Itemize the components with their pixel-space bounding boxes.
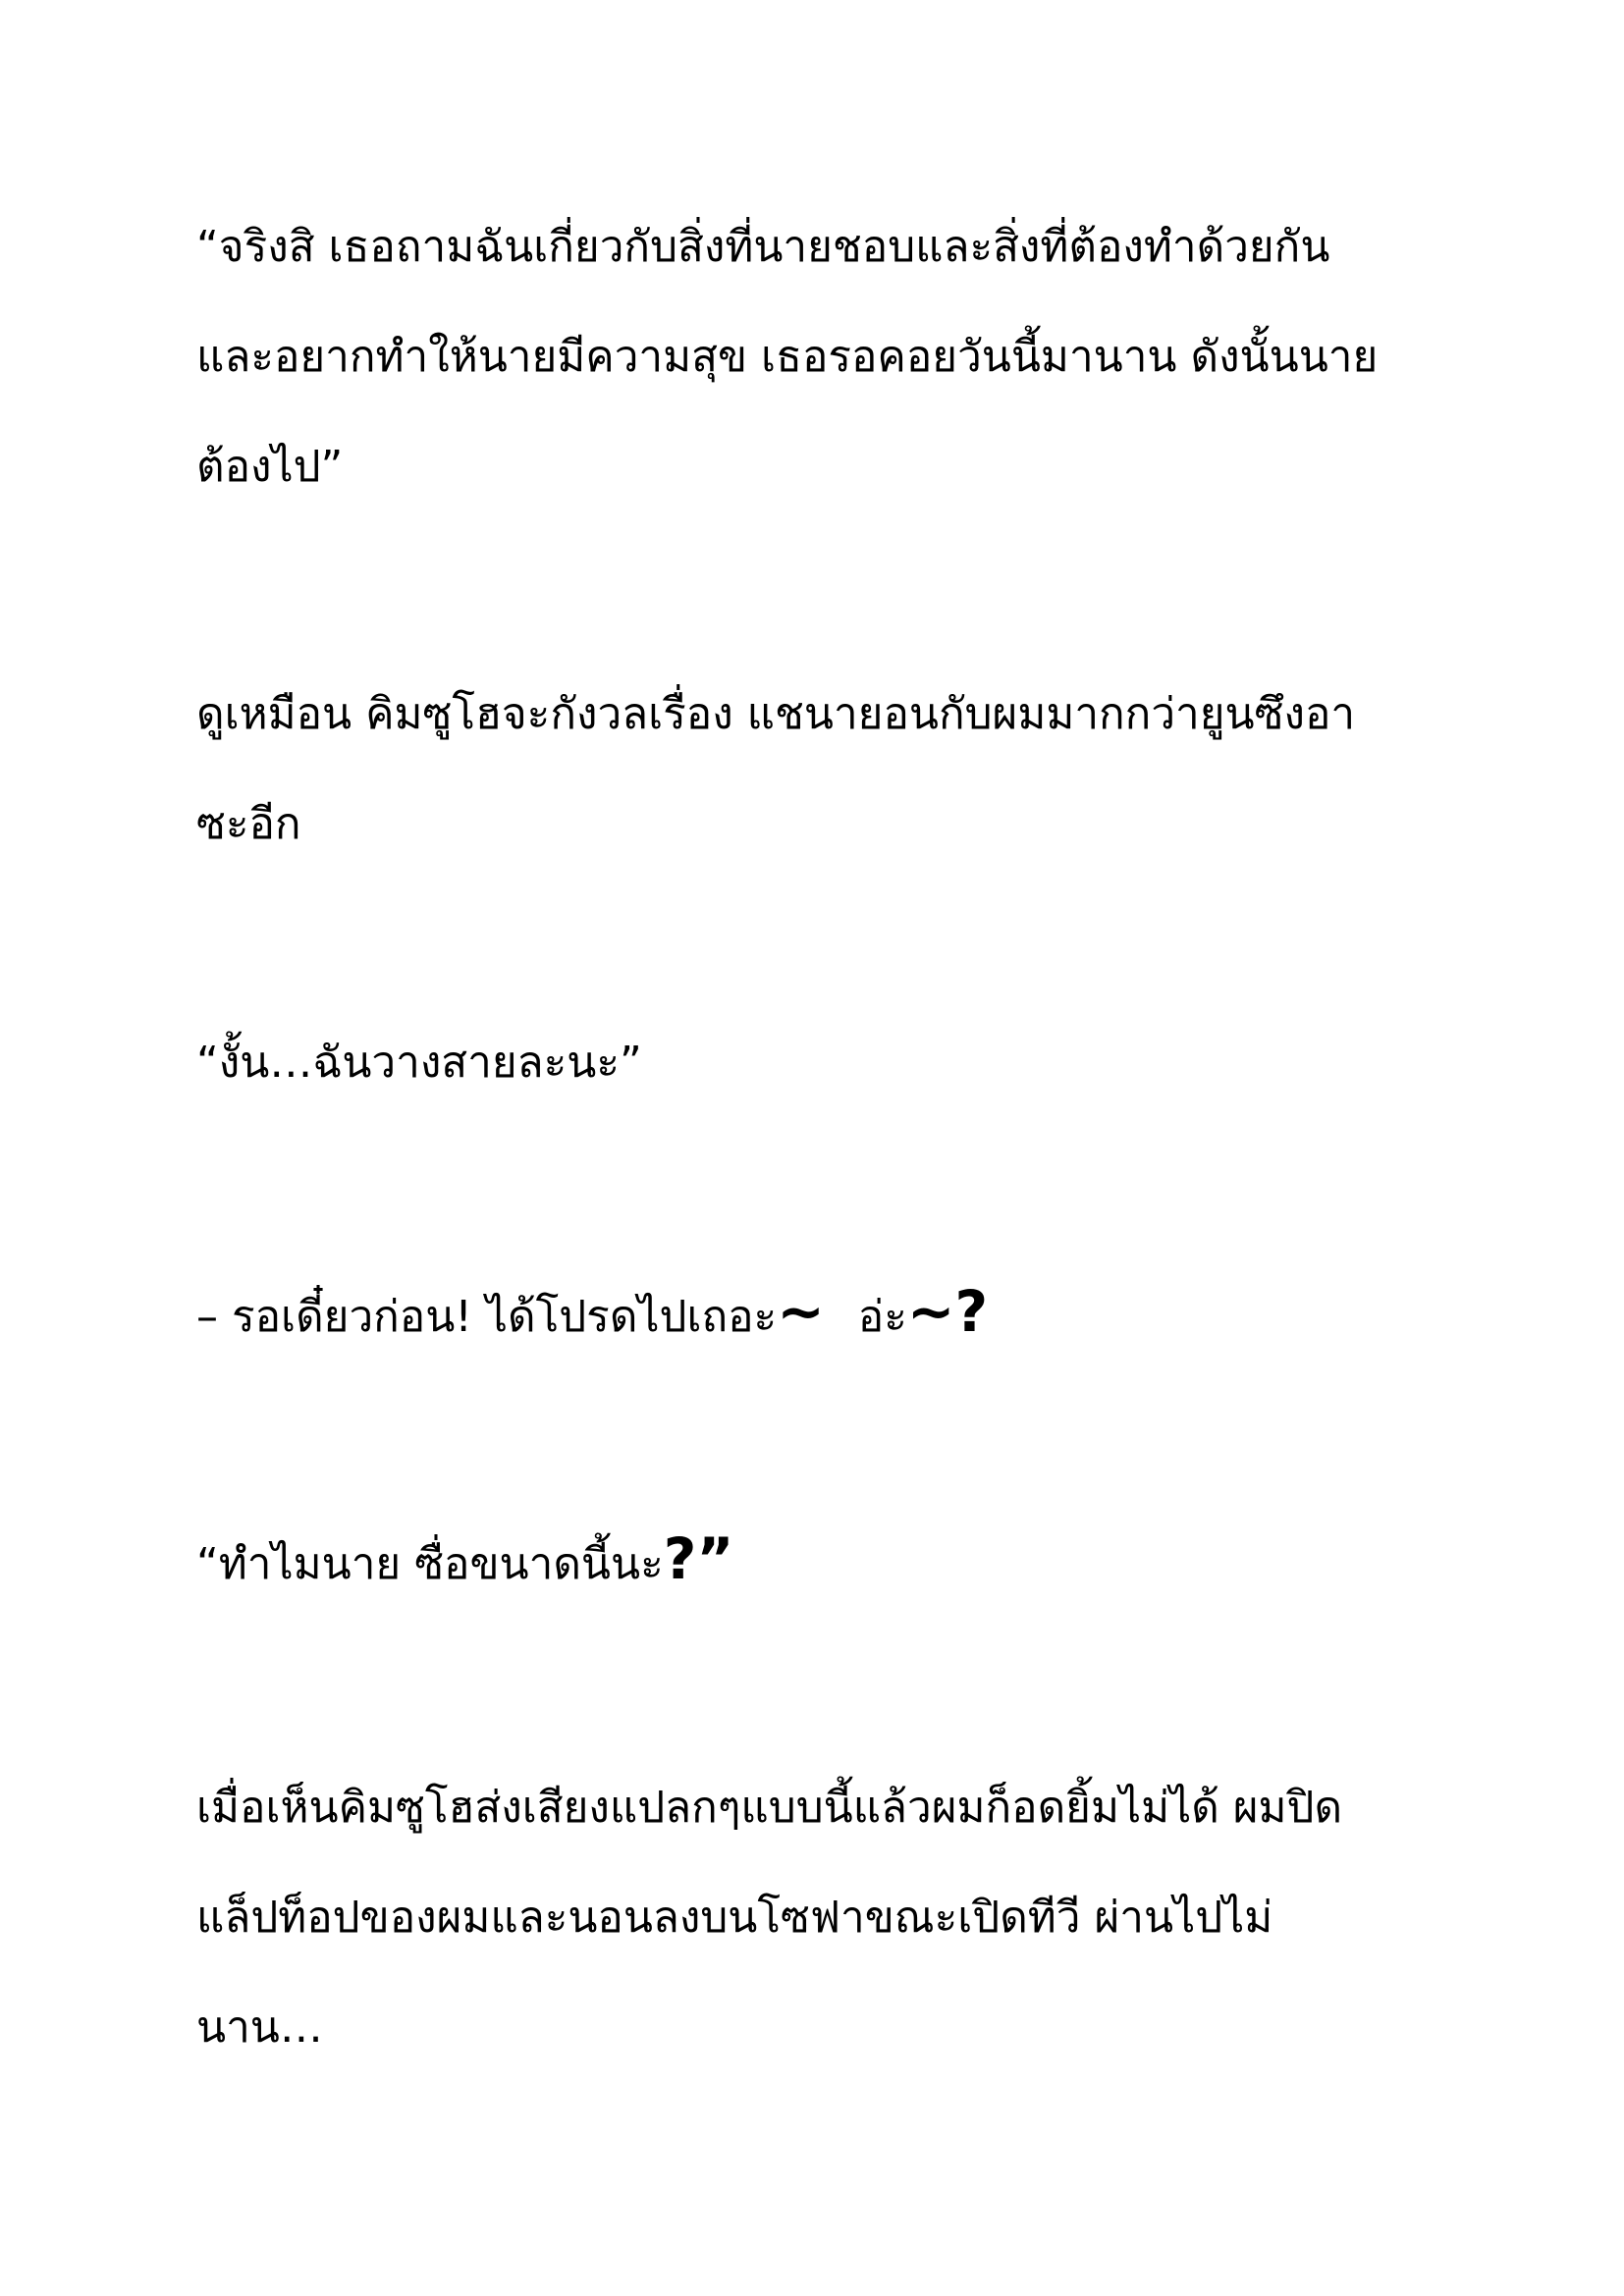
text-line: แล็ปท็อปของผมและนอนลงบนโซฟาขณะเปิดทีวี ผ่านไปไม่ [196, 1893, 1273, 1943]
paragraph-2 [196, 660, 1453, 880]
dialogue-text: “ทำไมนาย ซื่อขนาดนี้นะ [196, 1539, 664, 1589]
paragraph-1 [196, 192, 1453, 522]
tilde-question-mark: ~? [906, 1278, 989, 1345]
text-line [196, 1504, 1453, 1620]
paragraph-3 [196, 1008, 1453, 1118]
tilde-mark: ~ [777, 1278, 825, 1345]
text-line: นาน… [196, 2002, 323, 2053]
text-line: และอยากทำให้นายมีความสุข เธอรอคอยวันนี้มานาน ดังนั้นนาย [196, 332, 1379, 382]
text-line: ต้องไป” [196, 442, 344, 492]
question-quote-mark: ?” [663, 1525, 734, 1592]
text-line: “งั้น…ฉันวางสายละนะ” [196, 1038, 642, 1088]
text-line [196, 1256, 1453, 1372]
paragraph-6 [196, 1753, 1453, 2083]
paragraph-5 [196, 1504, 1453, 1620]
text-line: เมื่อเห็นคิมซูโฮส่งเสียงแปลกๆแบบนี้แล้วผมก็อดยิ้มไม่ได้ ผมปิด [196, 1783, 1343, 1833]
paragraph-4 [196, 1256, 1453, 1372]
dialogue-text: – รอเดี๋ยวก่อน! ได้โปรดไปเถอะ [196, 1292, 778, 1342]
dialogue-text: อ่ะ [857, 1292, 907, 1342]
text-line: “จริงสิ เธอถามฉันเกี่ยวกับสิ่งที่นายชอบและสิ่งที่ต้องทำด้วยกัน [196, 222, 1330, 272]
text-line: ดูเหมือน คิมซูโฮจะกังวลเรื่อง แชนายอนกับผมมากกว่ายูนซึงอา [196, 689, 1356, 739]
text-line: ซะอีก [196, 799, 301, 849]
